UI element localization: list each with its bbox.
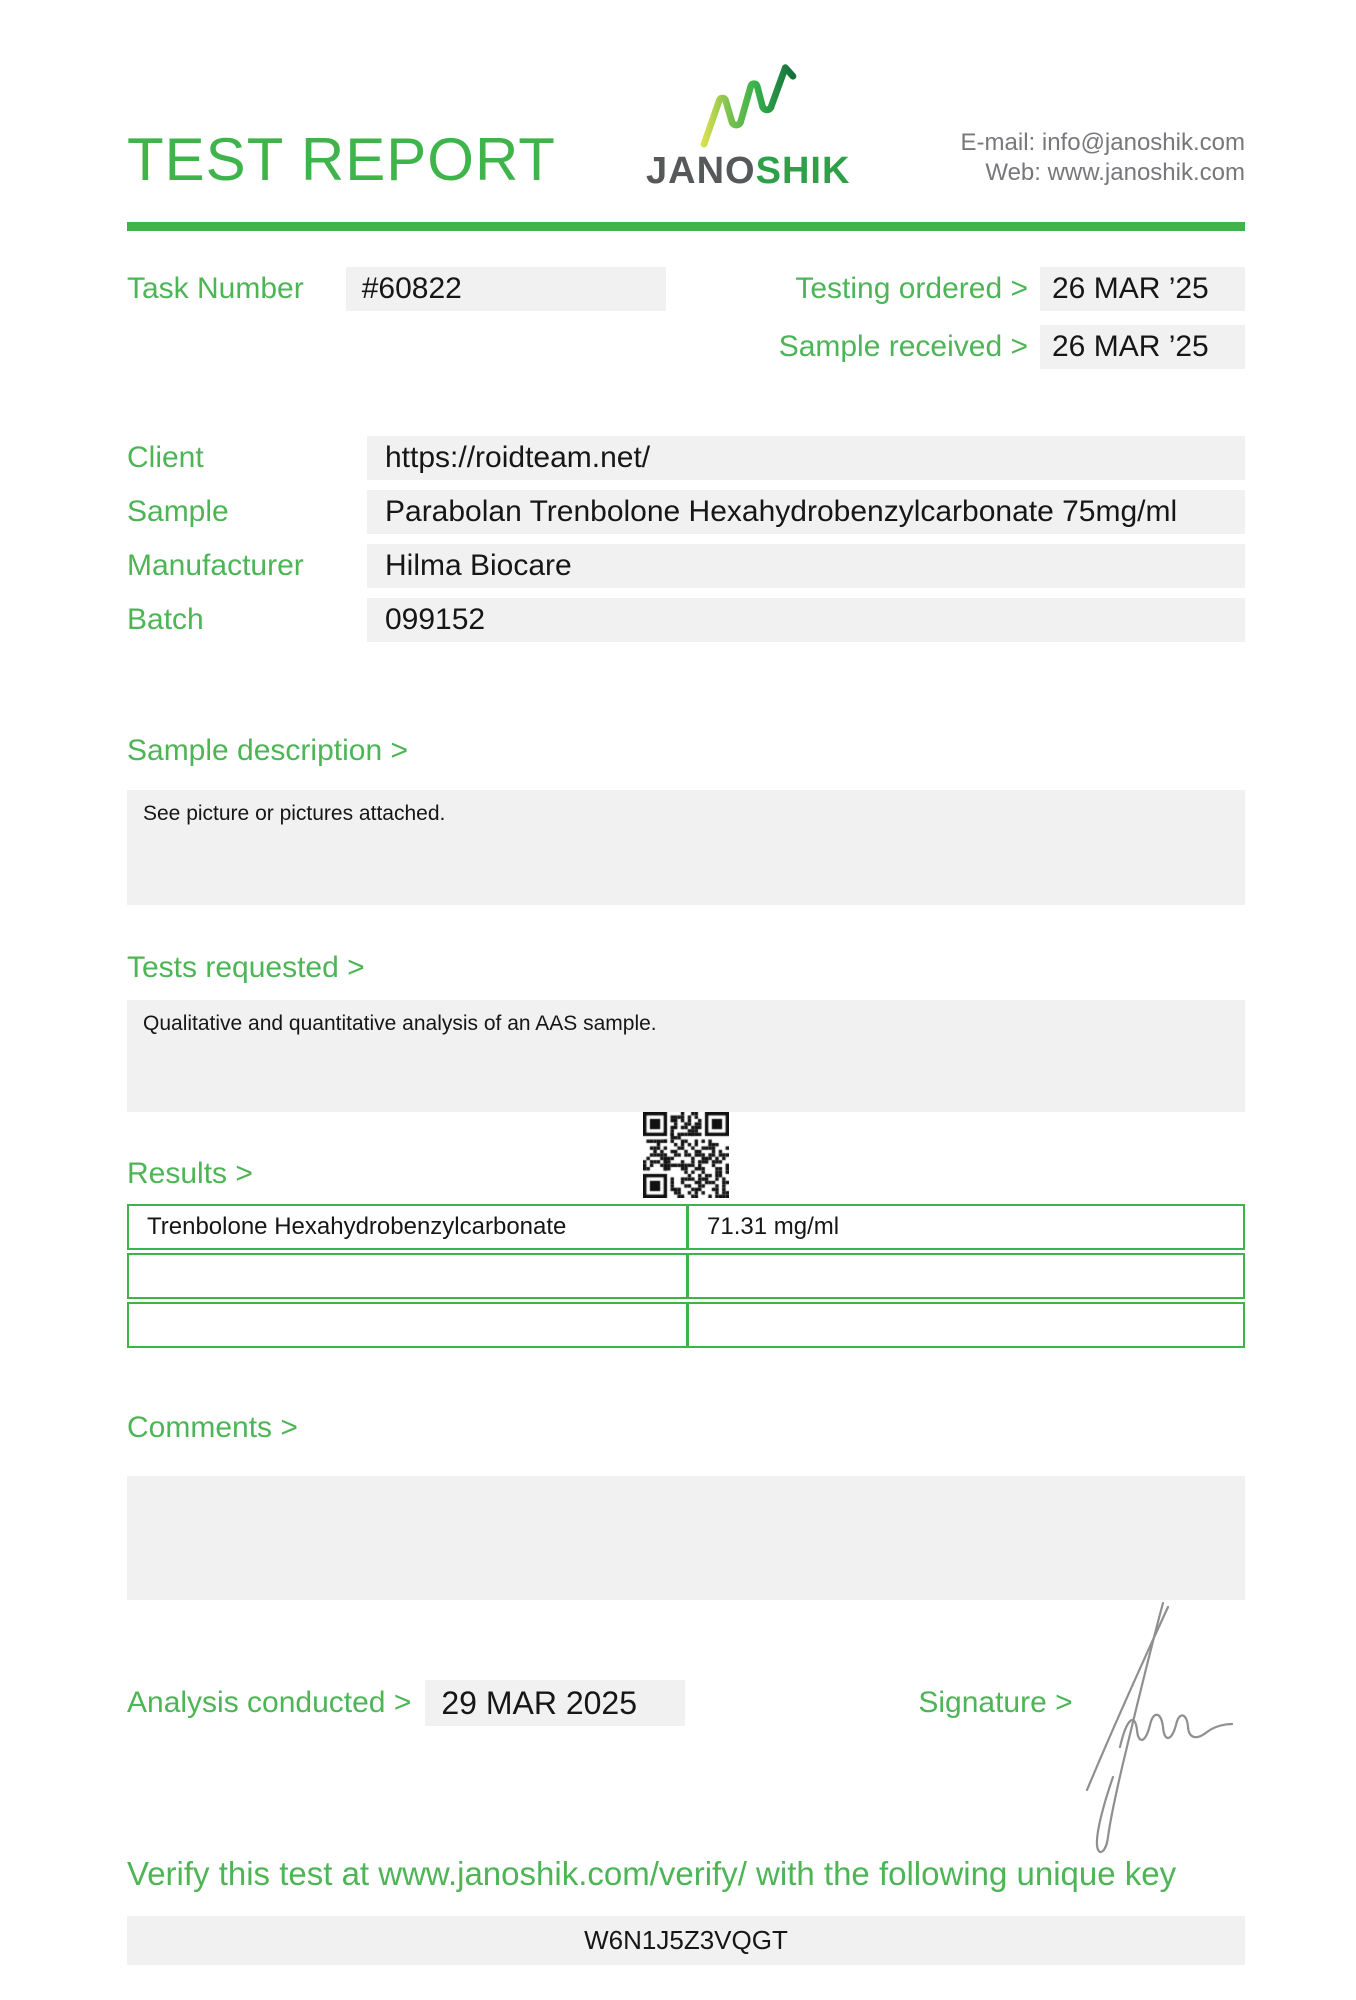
verify-key: W6N1J5Z3VQGT [584, 1925, 788, 1955]
verify-text: Verify this test at www.janoshik.com/verify/ with the following unique key [127, 1855, 1177, 1892]
signature-label: Signature > [918, 1686, 1073, 1719]
web-line: Web: www.janoshik.com [985, 159, 1245, 186]
testing-ordered-date: 26 MAR ’25 [1040, 267, 1245, 311]
analysis-conducted-label: Analysis conducted > [127, 1686, 412, 1719]
tests-requested-box [127, 1000, 1245, 1112]
table-row [127, 1204, 1245, 1250]
table-row [127, 1302, 1245, 1348]
sample-received-label: Sample received > [778, 330, 1028, 363]
result-value-cell [689, 1255, 1243, 1297]
sample-description-text: See picture or pictures attached. [143, 802, 446, 825]
client-label: Client [127, 441, 204, 474]
header [127, 0, 1245, 193]
batch-value: 099152 [367, 598, 1245, 642]
manufacturer-value: Hilma Biocare [367, 544, 1245, 588]
client-value: https://roidteam.net/ [367, 436, 1245, 480]
manufacturer-label: Manufacturer [127, 549, 304, 582]
analyte-cell [129, 1304, 689, 1346]
divider-bar [127, 222, 1245, 231]
wordmark [646, 152, 850, 190]
sample-description-box [127, 790, 1245, 905]
signature-image [1075, 1585, 1260, 1890]
email-line: E-mail: info@janoshik.com [960, 129, 1245, 156]
comments-box [127, 1476, 1245, 1600]
sample-description-heading: Sample description > [127, 734, 408, 767]
comments-heading: Comments > [127, 1411, 298, 1444]
info-row-sample [127, 490, 1245, 534]
sample-value: Parabolan Trenbolone Hexahydrobenzylcarbonate 75mg/ml [367, 490, 1245, 534]
analyte-cell: Trenbolone Hexahydrobenzylcarbonate [129, 1206, 689, 1248]
task-number-label: Task Number [127, 272, 304, 305]
sample-received-date: 26 MAR ’25 [1040, 325, 1245, 369]
info-row-manufacturer [127, 544, 1245, 588]
result-value-cell [689, 1304, 1243, 1346]
results-table [127, 1204, 1245, 1348]
contact-block [961, 128, 1245, 190]
analysis-date: 29 MAR 2025 [425, 1680, 685, 1726]
result-value-cell: 71.31 mg/ml [707, 1213, 840, 1240]
table-row [127, 1253, 1245, 1299]
info-row-client [127, 436, 1245, 480]
sample-label: Sample [127, 495, 229, 528]
wordmark-green: SHIK [755, 150, 851, 192]
growth-chart-icon [696, 60, 800, 148]
info-row-batch [127, 598, 1245, 642]
results-heading: Results > [127, 1157, 253, 1190]
task-section [127, 267, 1245, 369]
tests-requested-heading: Tests requested > [127, 951, 365, 984]
qr-code [643, 1112, 729, 1198]
info-section [127, 436, 1245, 642]
page-title: TEST REPORT [127, 126, 556, 193]
batch-label: Batch [127, 603, 204, 636]
wordmark-gray: JANO [646, 150, 756, 192]
tests-requested-text: Qualitative and quantitative analysis of an AAS sample. [143, 1012, 657, 1035]
verify-key-box [127, 1916, 1245, 1965]
janoshik-logo [646, 60, 850, 190]
analyte-cell [129, 1255, 689, 1297]
testing-ordered-label: Testing ordered > [795, 272, 1028, 305]
task-number-value: #60822 [346, 267, 666, 311]
results-header-row [127, 1112, 1245, 1198]
